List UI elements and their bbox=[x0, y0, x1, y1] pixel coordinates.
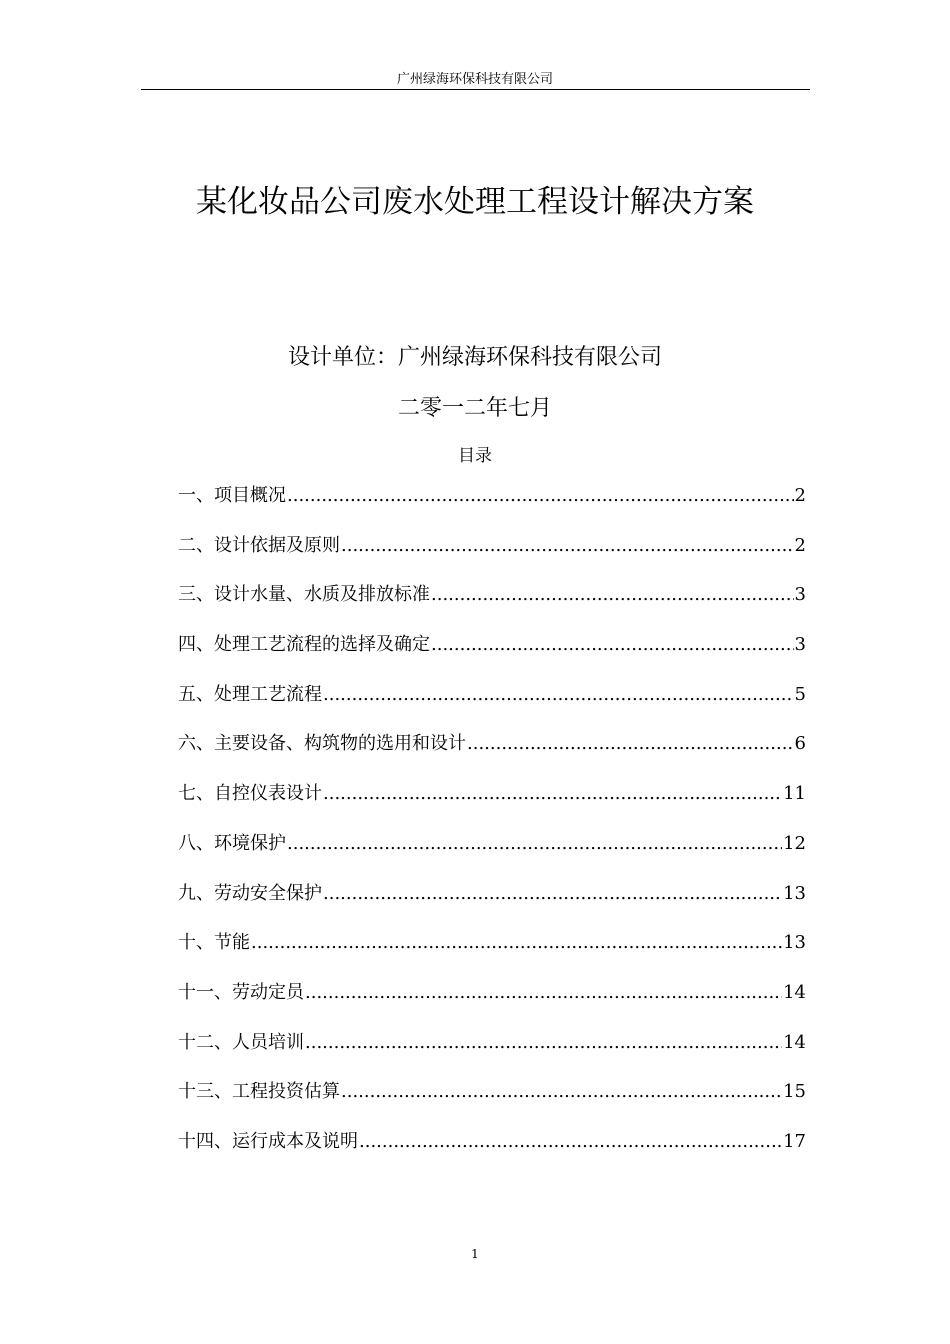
toc-dot-leader bbox=[305, 1028, 782, 1058]
document-title: 某化妆品公司废水处理工程设计解决方案 bbox=[196, 184, 754, 220]
toc-entry-label: 十三、工程投资估算 bbox=[178, 1081, 340, 1103]
toc-entry-label: 十一、劳动定员 bbox=[178, 981, 304, 1003]
toc-heading: 目录 bbox=[458, 446, 492, 466]
toc-entry[interactable] bbox=[178, 729, 806, 779]
toc-entry[interactable] bbox=[178, 1077, 806, 1127]
header-divider bbox=[141, 89, 810, 90]
toc-entry[interactable] bbox=[178, 531, 806, 581]
toc-entry[interactable] bbox=[178, 630, 806, 680]
document-date: 二零一二年七月 bbox=[397, 396, 552, 421]
toc-dot-leader bbox=[341, 1077, 782, 1107]
toc-entry-label: 八、环境保护 bbox=[178, 832, 286, 854]
toc-dot-leader bbox=[323, 879, 782, 909]
toc-entry[interactable] bbox=[178, 829, 806, 879]
toc-dot-leader bbox=[431, 580, 794, 610]
toc-entry-label: 五、处理工艺流程 bbox=[178, 683, 322, 705]
toc-dot-leader bbox=[341, 531, 794, 561]
toc-entry-page: 17 bbox=[783, 1130, 806, 1152]
toc-entry-label: 六、主要设备、构筑物的选用和设计 bbox=[178, 733, 466, 755]
toc-entry-label: 二、设计依据及原则 bbox=[178, 534, 340, 556]
toc-entry-page: 14 bbox=[783, 1031, 806, 1053]
toc-entry-page: 12 bbox=[783, 832, 806, 854]
toc-entry-page: 6 bbox=[794, 733, 806, 755]
toc-entry[interactable] bbox=[178, 779, 806, 829]
toc-entry[interactable] bbox=[178, 879, 806, 929]
toc-entry[interactable] bbox=[178, 580, 806, 630]
toc-entry-page: 5 bbox=[794, 683, 806, 705]
toc-dot-leader bbox=[431, 630, 794, 660]
toc-entry-page: 15 bbox=[783, 1081, 806, 1103]
toc-dot-leader bbox=[287, 829, 782, 859]
toc-entry-label: 四、处理工艺流程的选择及确定 bbox=[178, 634, 430, 656]
toc-entry[interactable] bbox=[178, 1028, 806, 1078]
toc-entry-page: 3 bbox=[794, 584, 806, 606]
toc-dot-leader bbox=[359, 1127, 782, 1157]
toc-dot-leader bbox=[467, 729, 794, 759]
toc-entry-page: 13 bbox=[783, 882, 806, 904]
toc-entry-page: 11 bbox=[783, 783, 806, 805]
toc-entry-page: 14 bbox=[783, 981, 806, 1003]
design-unit: 设计单位：广州绿海环保科技有限公司 bbox=[287, 345, 662, 370]
toc-entry[interactable] bbox=[178, 1127, 806, 1177]
toc-entry[interactable] bbox=[178, 680, 806, 730]
toc-entry-page: 2 bbox=[794, 485, 806, 506]
toc-dot-leader bbox=[323, 779, 782, 809]
toc-entry-page: 3 bbox=[794, 634, 806, 656]
toc-dot-leader bbox=[305, 978, 782, 1008]
toc-entry[interactable] bbox=[178, 928, 806, 978]
toc-dot-leader bbox=[323, 680, 794, 710]
running-header: 广州绿海环保科技有限公司 bbox=[396, 72, 553, 87]
toc-entry-page: 2 bbox=[794, 534, 806, 556]
page-number: 1 bbox=[471, 1247, 479, 1261]
toc-dot-leader bbox=[287, 481, 794, 511]
table-of-contents bbox=[178, 481, 806, 1177]
toc-entry-label: 十二、人员培训 bbox=[178, 1031, 304, 1053]
toc-entry-label: 十、节能 bbox=[178, 932, 250, 954]
toc-entry-label: 十四、运行成本及说明 bbox=[178, 1130, 358, 1152]
toc-entry-page: 13 bbox=[783, 932, 806, 954]
toc-entry-label: 三、设计水量、水质及排放标准 bbox=[178, 584, 430, 606]
toc-entry-label: 九、劳动安全保护 bbox=[178, 882, 322, 904]
toc-entry[interactable] bbox=[178, 481, 806, 531]
toc-entry-label: 一、项目概况 bbox=[178, 485, 286, 506]
toc-entry[interactable] bbox=[178, 978, 806, 1028]
toc-entry-label: 七、自控仪表设计 bbox=[178, 783, 322, 805]
toc-dot-leader bbox=[251, 928, 782, 958]
